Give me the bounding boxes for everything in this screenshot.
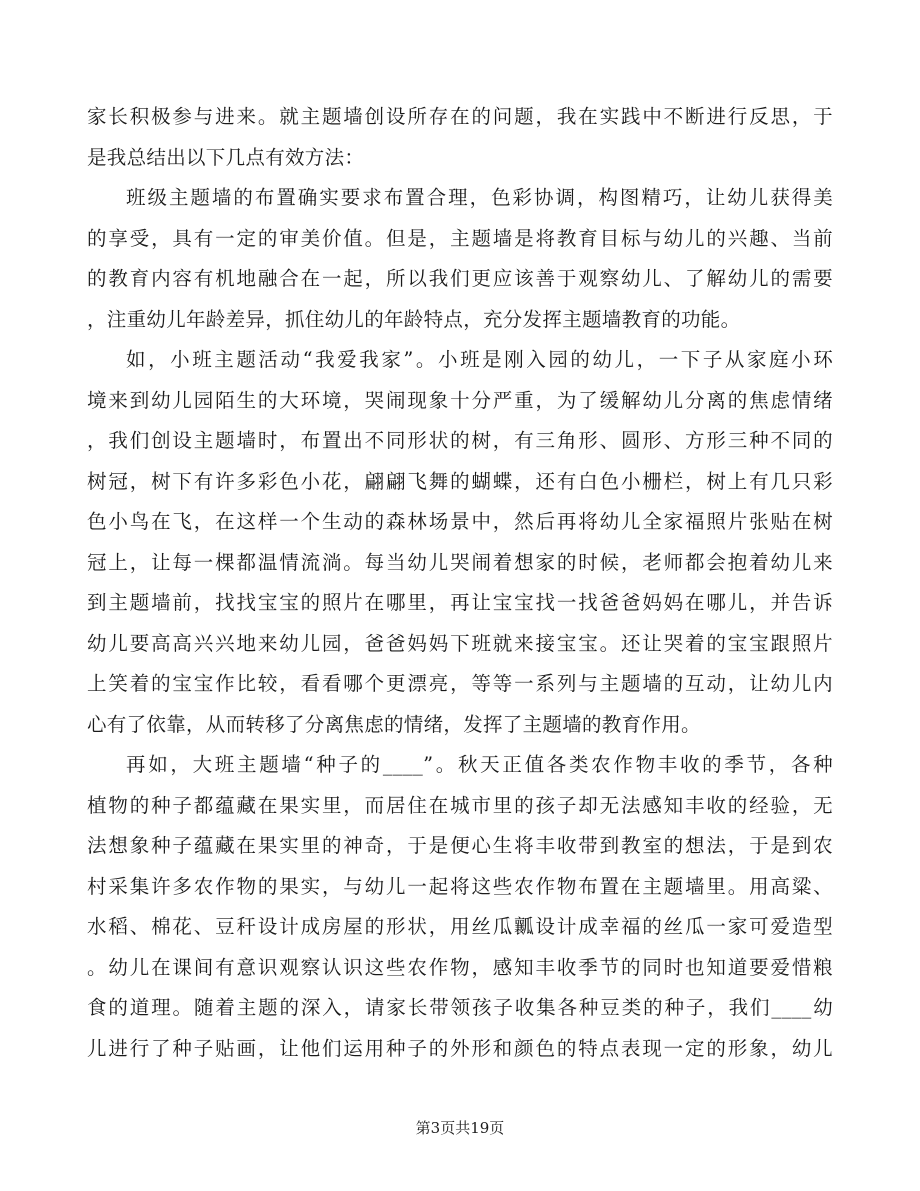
text-line: 法想象种子蕴藏在果实里的神奇，于是便心生将丰收带到教室的想法，于是到农: [87, 834, 833, 857]
text-line: 上笑着的宝宝作比较，看看哪个更漂亮，等等一系列与主题墙的互动，让幼儿内: [87, 672, 833, 695]
text-line: 班级主题墙的布置确实要求布置合理，色彩协调，构图精巧，让幼儿获得美: [126, 186, 833, 209]
text-line: ，我们创设主题墙时，布置出不同形状的树，有三角形、圆形、方形三种不同的: [87, 429, 833, 452]
text-line: 境来到幼儿园陌生的大环境，哭闹现象十分严重，为了缓解幼儿分离的焦虑情绪: [87, 388, 833, 412]
text-line: 植物的种子都蕴藏在果实里，而居住在城市里的孩子却无法感知丰收的经验，无: [87, 793, 833, 817]
text-line: 。幼儿在课间有意识观察认识这些农作物，感知丰收季节的同时也知道要爱惜粮: [87, 955, 833, 979]
text-line: 到主题墙前，找找宝宝的照片在哪里，再让宝宝找一找爸爸妈妈在哪儿，并告诉: [87, 591, 833, 614]
text-line: 儿进行了种子贴画，让他们运用种子的外形和颜色的特点表现一定的形象，幼儿: [87, 1036, 833, 1060]
text-line: 的享受，具有一定的审美价值。但是，主题墙是将教育目标与幼儿的兴趣、当前: [87, 226, 833, 250]
text-line: 水稻、棉花、豆秆设计成房屋的形状，用丝瓜瓤设计成幸福的丝瓜一家可爱造型: [87, 915, 833, 938]
text-line: 心有了依靠，从而转移了分离焦虑的情绪，发挥了主题墙的教育作用。: [87, 712, 701, 736]
text-line: 的教育内容有机地融合在一起，所以我们更应该善于观察幼儿、了解幼儿的需要: [87, 267, 833, 290]
body-text: [87, 97, 833, 1069]
text-line: 冠上，让每一棵都温情流淌。每当幼儿哭闹着想家的时候，老师都会抱着幼儿来: [87, 550, 833, 574]
text-line: 再如，大班主题墙“种子的____”。秋天正值各类农作物丰收的季节，各种: [126, 753, 833, 776]
text-line: 是我总结出以下几点有效方法：: [87, 145, 365, 169]
text-line: 如，小班主题活动“我爱我家”。小班是刚入园的幼儿，一下子从家庭小环: [126, 348, 833, 371]
text-line: 树冠，树下有许多彩色小花，翩翩飞舞的蝴蝶，还有白色小栅栏，树上有几只彩: [87, 469, 833, 493]
text-line: 色小鸟在飞，在这样一个生动的森林场景中，然后再将幼儿全家福照片张贴在树: [87, 510, 833, 533]
text-line: 家长积极参与进来。就主题墙创设所存在的问题，我在实践中不断进行反思，于: [87, 105, 833, 128]
text-line: ，注重幼儿年龄差异，抓住幼儿的年龄特点，充分发挥主题墙教育的功能。: [87, 307, 741, 331]
text-line: 幼儿要高高兴兴地来幼儿园，爸爸妈妈下班就来接宝宝。还让哭着的宝宝跟照片: [87, 631, 833, 655]
page-number: 第3页共19页: [415, 1119, 505, 1137]
text-line: 村采集许多农作物的果实，与幼儿一起将这些农作物布置在主题墙里。用高粱、: [87, 874, 833, 898]
text-line: 食的道理。随着主题的深入，请家长带领孩子收集各种豆类的种子，我们____幼: [87, 996, 833, 1019]
